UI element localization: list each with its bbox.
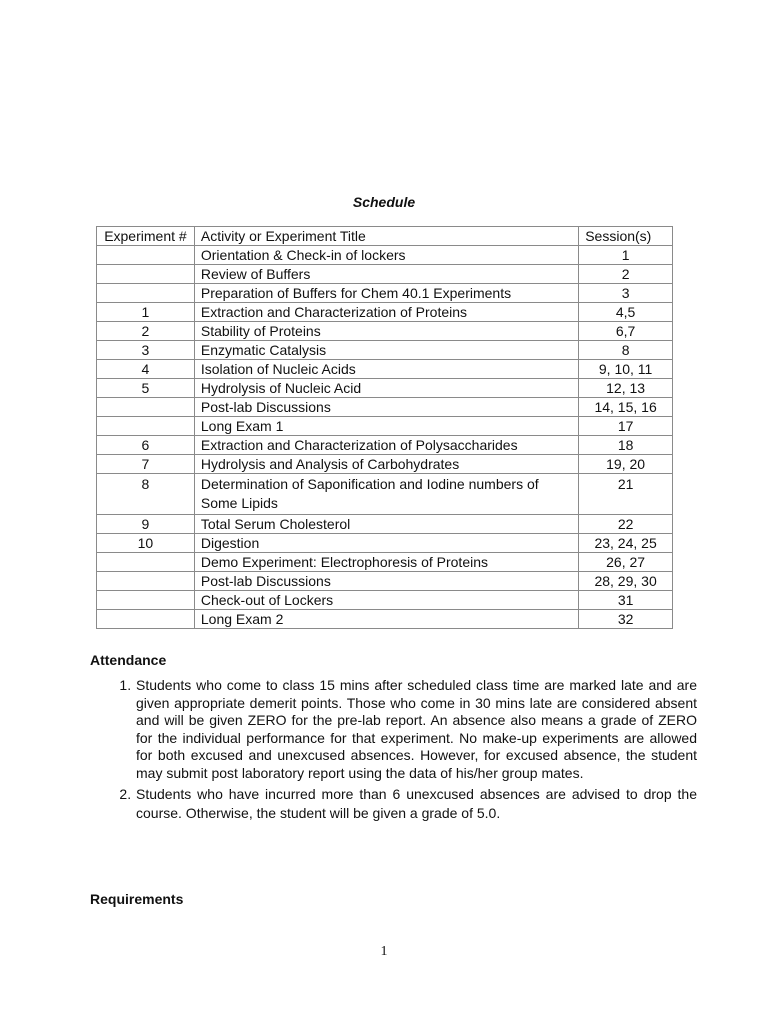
schedule-title: Schedule: [352, 194, 416, 210]
attendance-heading: Attendance: [90, 652, 167, 668]
sessions-cell: 9, 10, 11: [579, 360, 673, 379]
activity-title-cell: Hydrolysis and Analysis of Carbohydrates: [194, 455, 578, 474]
experiment-number-cell: 9: [97, 515, 195, 534]
activity-title-cell: Digestion: [194, 534, 578, 553]
sessions-cell: 23, 24, 25: [579, 534, 673, 553]
schedule-table: [96, 226, 673, 629]
table-row: [97, 455, 673, 474]
experiment-number-cell: 4: [97, 360, 195, 379]
table-row: [97, 436, 673, 455]
sessions-cell: 22: [579, 515, 673, 534]
table-row: [97, 341, 673, 360]
table-row: [97, 398, 673, 417]
experiment-number-cell: 2: [97, 322, 195, 341]
table-row: [97, 246, 673, 265]
activity-title-cell: Determination of Saponification and Iodine numbers of Some Lipids: [194, 474, 578, 515]
activity-title-cell: Preparation of Buffers for Chem 40.1 Experiments: [194, 284, 578, 303]
activity-title-cell: Check-out of Lockers: [194, 591, 578, 610]
activity-title-cell: Post-lab Discussions: [194, 572, 578, 591]
table-row: [97, 303, 673, 322]
activity-title-cell: Post-lab Discussions: [194, 398, 578, 417]
sessions-cell: 31: [579, 591, 673, 610]
sessions-cell: 32: [579, 610, 673, 629]
experiment-number-cell: 6: [97, 436, 195, 455]
attendance-list: [115, 677, 697, 825]
table-row: [97, 417, 673, 436]
activity-title-cell: Extraction and Characterization of Proteins: [194, 303, 578, 322]
sessions-cell: 8: [579, 341, 673, 360]
table-row: [97, 572, 673, 591]
attendance-item-unexcused-absences: 2. Students who have incurred more than 6 unexcused absences are advised to drop the course. Otherwise, the student will be given a grade of 5.0.: [135, 785, 697, 823]
sessions-cell: 19, 20: [579, 455, 673, 474]
table-row: [97, 474, 673, 515]
table-row: [97, 553, 673, 572]
column-header-activity: Activity or Experiment Title: [194, 227, 578, 246]
experiment-number-cell: [97, 265, 195, 284]
sessions-cell: 18: [579, 436, 673, 455]
table-row: [97, 360, 673, 379]
sessions-cell: 6,7: [579, 322, 673, 341]
experiment-number-cell: 7: [97, 455, 195, 474]
activity-title-cell: Long Exam 1: [194, 417, 578, 436]
sessions-cell: 3: [579, 284, 673, 303]
page-number: 1: [380, 944, 388, 959]
experiment-number-cell: 10: [97, 534, 195, 553]
table-row: [97, 284, 673, 303]
table-row: [97, 265, 673, 284]
requirements-heading: Requirements: [90, 891, 184, 907]
table-header-row: [97, 227, 673, 246]
sessions-cell: 17: [579, 417, 673, 436]
experiment-number-cell: [97, 591, 195, 610]
sessions-cell: 2: [579, 265, 673, 284]
activity-title-cell: Total Serum Cholesterol: [194, 515, 578, 534]
experiment-number-cell: 1: [97, 303, 195, 322]
experiment-number-cell: [97, 284, 195, 303]
activity-title-cell: Long Exam 2: [194, 610, 578, 629]
experiment-number-cell: 8: [97, 474, 195, 515]
sessions-cell: 26, 27: [579, 553, 673, 572]
experiment-number-cell: [97, 417, 195, 436]
experiment-number-cell: 5: [97, 379, 195, 398]
activity-title-cell: Enzymatic Catalysis: [194, 341, 578, 360]
experiment-number-cell: 3: [97, 341, 195, 360]
activity-title-cell: Orientation & Check-in of lockers: [194, 246, 578, 265]
attendance-item-late-policy: 1. Students who come to class 15 mins after scheduled class time are marked late and are given appropriate demerit points. Those who come in 30 mins late are considered absent and will be given ZERO for the pre-lab report. An absence also means a grade of ZERO for the individual performance for that experiment. No make-up experiments are allowed for both excused and unexcused absences. However, for excused absence, the student may submit post laboratory report using the data of his/her group mates.: [135, 677, 697, 783]
sessions-cell: 21: [579, 474, 673, 515]
sessions-cell: 1: [579, 246, 673, 265]
table-row: [97, 379, 673, 398]
activity-title-cell: Review of Buffers: [194, 265, 578, 284]
activity-title-cell: Stability of Proteins: [194, 322, 578, 341]
sessions-cell: 14, 15, 16: [579, 398, 673, 417]
activity-title-cell: Extraction and Characterization of Polysaccharides: [194, 436, 578, 455]
column-header-sessions: Session(s): [579, 227, 673, 246]
experiment-number-cell: [97, 572, 195, 591]
sessions-cell: 28, 29, 30: [579, 572, 673, 591]
table-row: [97, 515, 673, 534]
activity-title-cell: Hydrolysis of Nucleic Acid: [194, 379, 578, 398]
table-row: [97, 610, 673, 629]
experiment-number-cell: [97, 610, 195, 629]
table-row: [97, 591, 673, 610]
activity-title-cell: Isolation of Nucleic Acids: [194, 360, 578, 379]
sessions-cell: 12, 13: [579, 379, 673, 398]
column-header-experiment: Experiment #: [97, 227, 195, 246]
experiment-number-cell: [97, 398, 195, 417]
experiment-number-cell: [97, 246, 195, 265]
table-row: [97, 322, 673, 341]
table-row: [97, 534, 673, 553]
experiment-number-cell: [97, 553, 195, 572]
sessions-cell: 4,5: [579, 303, 673, 322]
activity-title-cell: Demo Experiment: Electrophoresis of Proteins: [194, 553, 578, 572]
